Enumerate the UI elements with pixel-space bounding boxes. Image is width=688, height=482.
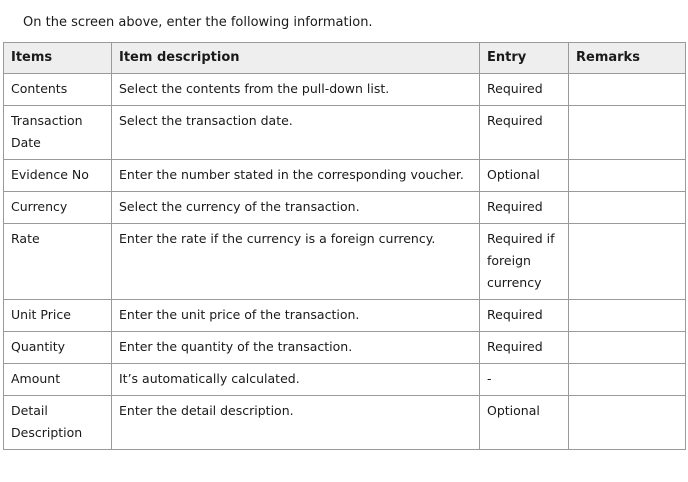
table-row bbox=[4, 106, 686, 160]
remarks-cell bbox=[569, 160, 686, 192]
header-remarks: Remarks bbox=[569, 43, 686, 74]
item-cell: Detail Description bbox=[4, 396, 112, 450]
table-row bbox=[4, 332, 686, 364]
table-row bbox=[4, 160, 686, 192]
remarks-cell bbox=[569, 396, 686, 450]
intro-text: On the screen above, enter the following information. bbox=[23, 15, 373, 30]
entry-cell: - bbox=[480, 364, 569, 396]
header-items: Items bbox=[4, 43, 112, 74]
entry-cell: Optional bbox=[480, 396, 569, 450]
remarks-cell bbox=[569, 332, 686, 364]
description-cell: Select the transaction date. bbox=[112, 106, 480, 160]
table-row bbox=[4, 224, 686, 300]
description-cell: Select the contents from the pull-down list. bbox=[112, 74, 480, 106]
item-cell: Unit Price bbox=[4, 300, 112, 332]
entry-cell: Required bbox=[480, 106, 569, 160]
item-cell: Transaction Date bbox=[4, 106, 112, 160]
item-cell: Amount bbox=[4, 364, 112, 396]
remarks-cell bbox=[569, 192, 686, 224]
entry-cell: Required bbox=[480, 300, 569, 332]
description-cell: Select the currency of the transaction. bbox=[112, 192, 480, 224]
description-cell: Enter the quantity of the transaction. bbox=[112, 332, 480, 364]
entry-cell: Required bbox=[480, 332, 569, 364]
table-row bbox=[4, 74, 686, 106]
item-cell: Rate bbox=[4, 224, 112, 300]
remarks-cell bbox=[569, 106, 686, 160]
remarks-cell bbox=[569, 224, 686, 300]
description-cell: Enter the detail description. bbox=[112, 396, 480, 450]
entry-cell: Required bbox=[480, 192, 569, 224]
header-entry: Entry bbox=[480, 43, 569, 74]
table-header-row bbox=[4, 43, 686, 74]
remarks-cell bbox=[569, 74, 686, 106]
header-item-description: Item description bbox=[112, 43, 480, 74]
item-cell: Contents bbox=[4, 74, 112, 106]
item-cell: Currency bbox=[4, 192, 112, 224]
description-cell: It’s automatically calculated. bbox=[112, 364, 480, 396]
entry-cell: Required bbox=[480, 74, 569, 106]
description-cell: Enter the number stated in the corresponding voucher. bbox=[112, 160, 480, 192]
remarks-cell bbox=[569, 364, 686, 396]
input-items-table bbox=[3, 42, 686, 450]
table-row bbox=[4, 300, 686, 332]
table-row bbox=[4, 192, 686, 224]
description-cell: Enter the unit price of the transaction. bbox=[112, 300, 480, 332]
table-row bbox=[4, 364, 686, 396]
description-cell: Enter the rate if the currency is a foreign currency. bbox=[112, 224, 480, 300]
entry-cell: Optional bbox=[480, 160, 569, 192]
entry-cell: Required if foreign currency bbox=[480, 224, 569, 300]
item-cell: Evidence No bbox=[4, 160, 112, 192]
remarks-cell bbox=[569, 300, 686, 332]
item-cell: Quantity bbox=[4, 332, 112, 364]
table-row bbox=[4, 396, 686, 450]
